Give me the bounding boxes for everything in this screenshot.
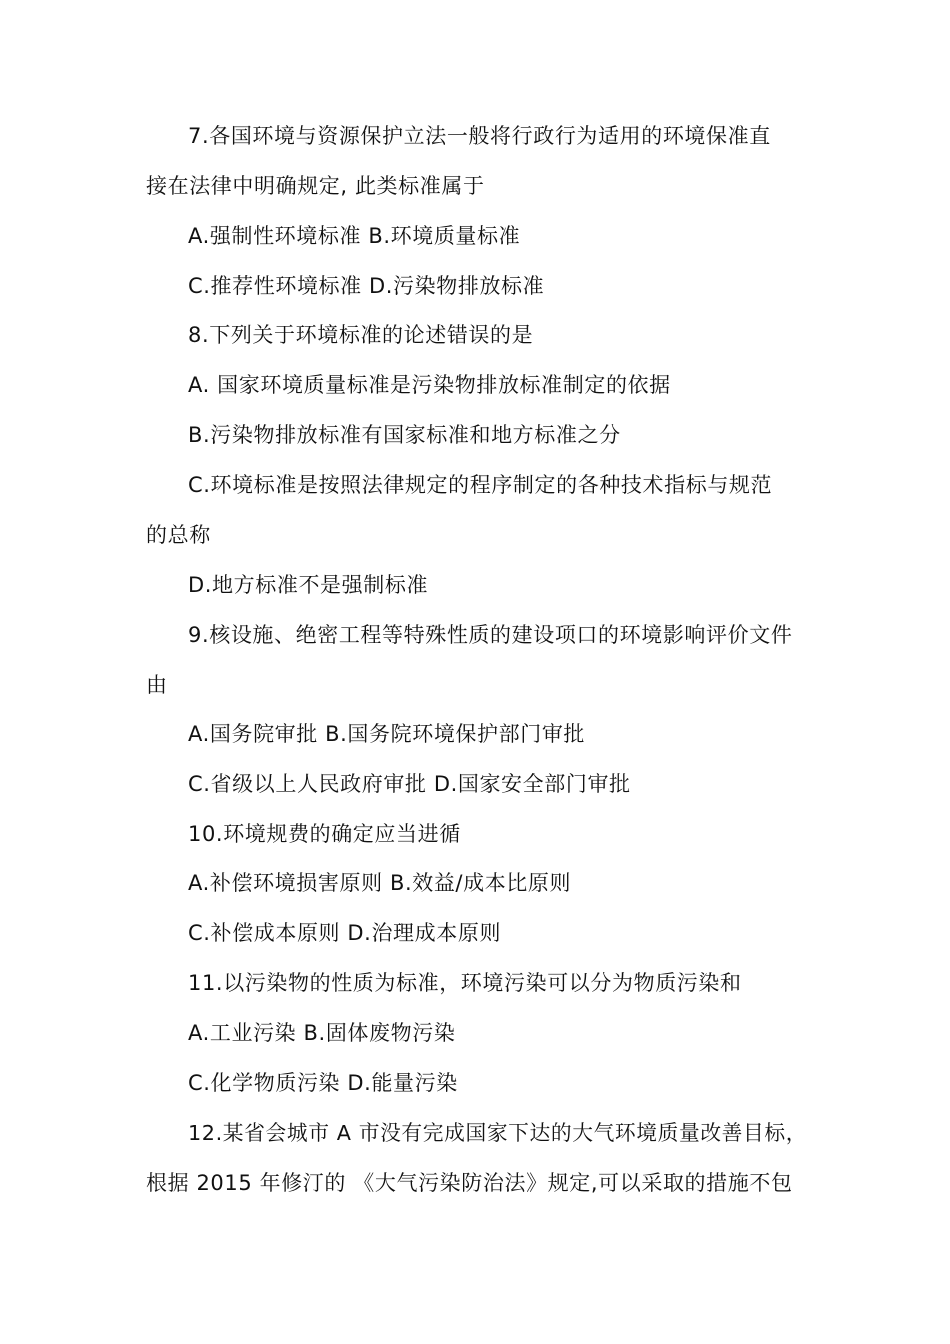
question-9-options-ab: A.国务院审批 B.国务院环境保护部门审批 — [188, 722, 586, 746]
question-10-options-ab: A.补偿环境损害原则 B.效益/成本比原则 — [188, 871, 572, 895]
question-9-text: 9.核设施、绝密工程等特殊性质的建设项口的环境影响评价文件 — [188, 623, 793, 647]
question-8-option-a: A. 国家环境质量标准是污染物排放标准制定的依据 — [188, 373, 671, 397]
question-7-text: 7.各国环境与资源保护立法一般将行政行为适用的环境保准直 — [188, 124, 771, 148]
question-8-option-b: B.污染物排放标准有国家标准和地方标准之分 — [188, 423, 621, 447]
question-8-option-d: D.地方标准不是强制标准 — [188, 573, 429, 597]
question-7-options-ab: A.强制性环境标准 B.环境质量标准 — [188, 224, 521, 248]
question-11-options-ab: A.工业污染 B.固体废物污染 — [188, 1021, 456, 1045]
question-9-options-cd: C.省级以上人民政府审批 D.国家安全部门审批 — [188, 772, 631, 796]
question-8-option-c-continued: 的总称 — [146, 523, 211, 547]
question-12-text-continued: 根据 2015 年修汀的 《大气污染防治法》规定,可以采取的措施不包 — [146, 1171, 793, 1195]
question-7-options-cd: C.推荐性环境标准 D.污染物排放标准 — [188, 274, 545, 298]
question-10-text: 10.环境规费的确定应当进循 — [188, 822, 461, 846]
question-11-options-cd: C.化学物质污染 D.能量污染 — [188, 1071, 458, 1095]
question-12-text: 12.某省会城市 A 市没有完成国家下达的大气环境质量改善目标， — [188, 1121, 808, 1145]
question-7-text-continued: 接在法律中明确规定, 此类标准属于 — [146, 174, 485, 198]
question-9-text-continued: 由 — [146, 673, 168, 697]
question-8-text: 8.下列关于环境标准的论述错误的是 — [188, 323, 534, 347]
question-10-options-cd: C.补偿成本原则 D.治理成本原则 — [188, 921, 502, 945]
question-8-option-c: C.环境标准是按照法律规定的程序制定的各种技术指标与规范 — [188, 473, 773, 497]
question-11-text: 11.以污染物的性质为标准，环境污染可以分为物质污染和 — [188, 971, 742, 995]
